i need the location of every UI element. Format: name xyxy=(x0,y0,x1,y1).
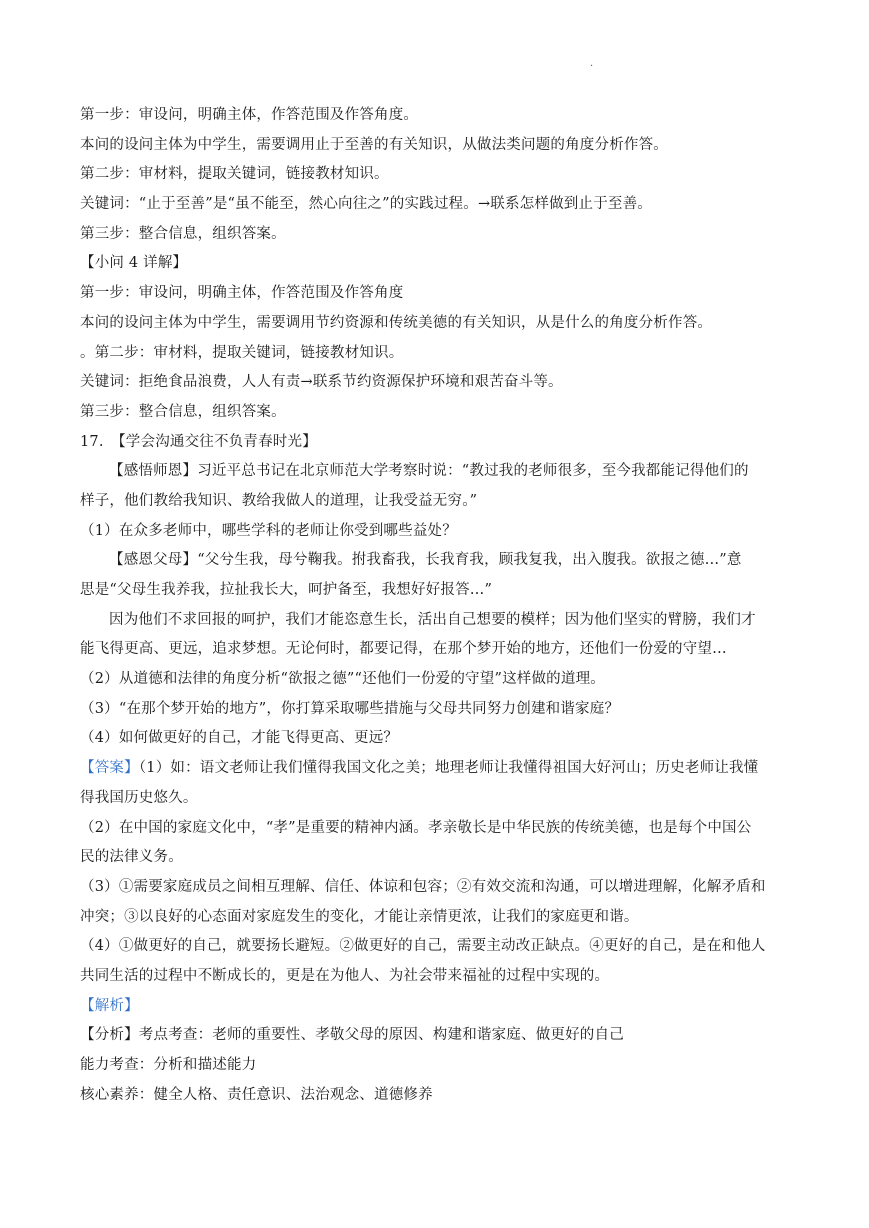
analysis-line: 核心素养：健全人格、责任意识、法治观念、道德修养 xyxy=(80,1086,433,1103)
text-line: 关键词：拒绝食品浪费，人人有责→联系节约资源保护环境和艰苦奋斗等。 xyxy=(80,374,563,391)
question-item: （3）“在那个梦开始的地方”，你打算采取哪些措施与父母共同努力创建和谐家庭？ xyxy=(80,700,620,717)
answer-line: 冲突；③以良好的心态面对家庭发生的变化，才能让亲情更浓，让我们的家庭更和谐。 xyxy=(80,908,639,925)
answer-line: 民的法律义务。 xyxy=(80,849,183,866)
answer-line: 得我国历史悠久。 xyxy=(80,789,198,806)
text-line: 第三步：整合信息，组织答案。 xyxy=(80,225,286,242)
question-item: （4）如何做更好的自己，才能飞得更高、更远？ xyxy=(80,730,399,747)
analysis-line: 能力考查：分析和描述能力 xyxy=(80,1057,257,1073)
question-item: （2）从道德和法律的角度分析“欲报之德”“还他们一份爱的守望”这样做的道理。 xyxy=(80,671,605,688)
material-line: 样子，他们教给我知识、教给我做人的道理，让我受益无穷。” xyxy=(80,492,478,509)
text-line: 本问的设问主体为中学生，需要调用节约资源和传统美德的有关知识，从是什么的角度分析作答。 xyxy=(80,314,713,331)
answer-label: 【答案】 xyxy=(80,760,139,777)
text-line: 第一步：审设问，明确主体，作答范围及作答角度。 xyxy=(80,107,419,123)
material-line: 因为他们不求回报的呵护，我们才能恣意生长，活出自己想要的模样；因为他们坚实的臂膀，我们才 xyxy=(109,611,756,628)
material-line: 【感恩父母】“父兮生我，母兮鞠我。拊我畜我，长我育我，顾我复我，出入腹我。欲报之德…”意 xyxy=(109,552,742,569)
answer-line: （3）①需要家庭成员之间相互理解、信任、体谅和包容；②有效交流和沟通，可以增进理解，化解矛盾和 xyxy=(80,878,766,895)
answer-line: （2）在中国的家庭文化中，“孝”是重要的精神内涵。孝亲敬长是中华民族的传统美德，也是每个中国公 xyxy=(80,819,752,836)
question-item: （1）在众多老师中，哪些学科的老师让你受到哪些益处？ xyxy=(80,522,457,539)
question-title: 17. 【学会沟通交往不负青春时光】 xyxy=(80,433,317,450)
answer-text: （1）如：语文老师让我们懂得我国文化之美；地理老师让我懂得祖国大好河山；历史老师让我懂 xyxy=(138,760,759,777)
material-line: 思是“父母生我养我，拉扯我长大，呵护备至，我想好好报答…” xyxy=(80,582,493,598)
text-line: 本问的设问主体为中学生，需要调用止于至善的有关知识，从做法类问题的角度分析作答。 xyxy=(80,136,668,153)
answer-line xyxy=(80,754,792,784)
analysis-line: 【分析】考点考查：老师的重要性、孝敬父母的原因、构建和谐家庭、做更好的自己 xyxy=(80,1027,624,1044)
answer-line: （4）①做更好的自己，就要扬长避短。②做更好的自己，需要主动改正缺点。④更好的自己，是在和他人 xyxy=(80,938,766,955)
answer-line: 共同生活的过程中不断成长的，更是在为他人、为社会带来福祉的过程中实现的。 xyxy=(80,967,610,984)
header-mark: . xyxy=(590,58,594,69)
text-line: 第三步：整合信息，组织答案。 xyxy=(80,403,286,420)
analysis-label: 【解析】 xyxy=(80,997,139,1014)
text-line: 第二步：审材料，提取关键词，链接教材知识。 xyxy=(80,166,389,183)
text-line: 关键词：“止于至善”是“虽不能至，然心向往之”的实践过程。→联系怎样做到止于至善。 xyxy=(80,196,652,213)
text-line: 第一步：审设问，明确主体，作答范围及作答角度 xyxy=(80,285,404,302)
section-heading: 【小问 4 详解】 xyxy=(80,255,188,272)
material-line: 【感悟师恩】习近平总书记在北京师范大学考察时说：“教过我的老师很多，至今我都能记得他们的 xyxy=(109,463,749,480)
text-line: 。第二步：审材料，提取关键词，链接教材知识。 xyxy=(80,344,404,361)
material-line: 能飞得更高、更远，追求梦想。无论何时，都要记得，在那个梦开始的地方，还他们一份爱的守望… xyxy=(80,641,727,658)
document-body xyxy=(80,101,792,1110)
